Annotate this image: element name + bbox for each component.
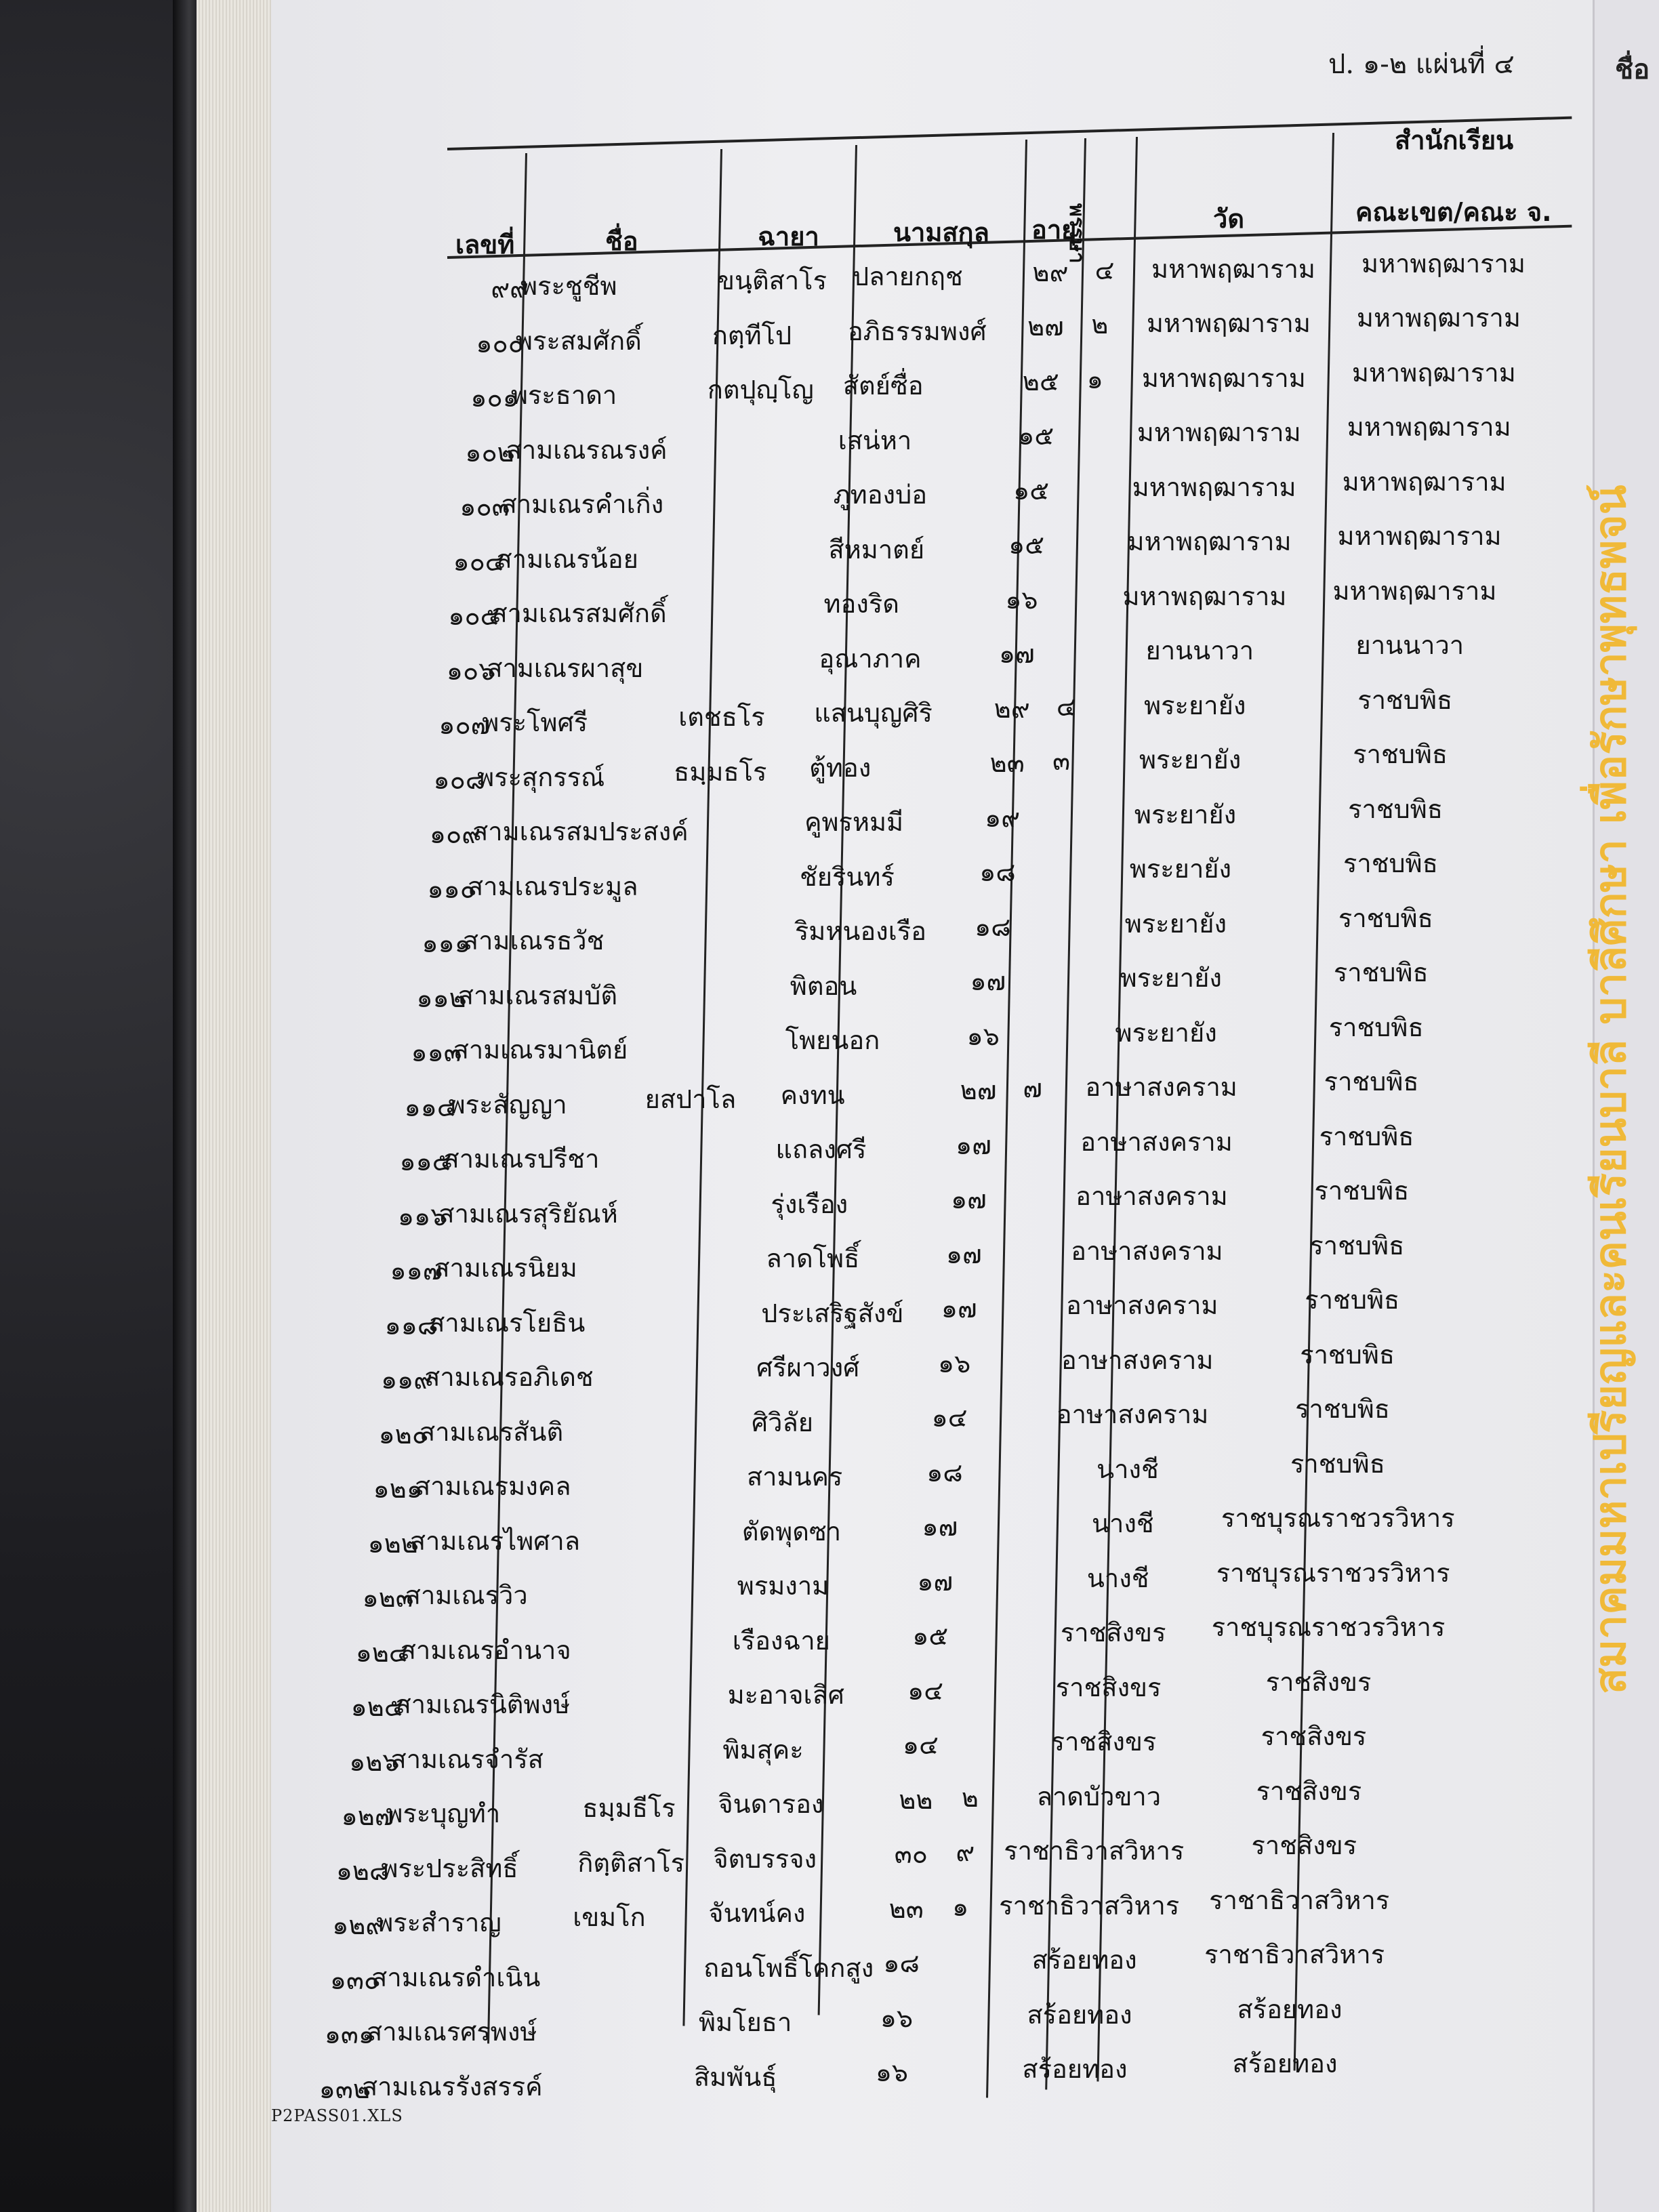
row-name: พระสมศักดิ์ [515, 325, 642, 356]
row-age: ๑๗ [917, 1566, 954, 1597]
row-school: ราชบุรณราชวรวิหาร [1221, 1503, 1455, 1534]
row-name: พระสำราญ [376, 1908, 501, 1938]
row-temple: มหาพฤฒาราม [1132, 472, 1296, 502]
row-age: ๒๗ [960, 1076, 997, 1106]
row-school: ราชบพิธ [1290, 1448, 1385, 1479]
row-number: ๙๙ [491, 274, 529, 304]
header-vassa: พรรษา [1065, 203, 1088, 264]
row-name: พระชูชีพ [520, 271, 617, 302]
row-age: ๑๘ [979, 857, 1016, 888]
row-name: สามเณรนิยม [434, 1253, 577, 1284]
row-vassa: ๑ [1086, 364, 1103, 394]
row-school: ราชบพิธ [1319, 1121, 1414, 1151]
row-surname: อภิธรรมพงศ์ [847, 316, 987, 346]
row-surname: สิมพันธุ์ [693, 2062, 777, 2092]
row-age: ๑๗ [945, 1239, 982, 1269]
row-number: ๑๑๑ [422, 928, 471, 958]
row-name: สามเณรดำเนิน [371, 1962, 541, 1992]
row-number: ๑๐๓ [459, 492, 510, 522]
row-age: ๒๙ [994, 693, 1030, 724]
row-age: ๑๕ [1013, 475, 1050, 506]
row-school: ราชบพิธ [1300, 1339, 1395, 1370]
row-age: ๑๘ [883, 1948, 920, 1979]
row-number: ๑๑๙ [381, 1365, 433, 1395]
row-age: ๑๔ [903, 1730, 939, 1761]
row-temple: อาษาสงคราม [1056, 1399, 1209, 1430]
row-surname: พิตอน [790, 970, 857, 1001]
row-surname: จิตบรรจง [713, 1843, 817, 1874]
row-monk-title: กตฺทีโป [712, 320, 792, 350]
header-number: เลขที่ [455, 230, 515, 260]
row-temple: อาษาสงคราม [1085, 1072, 1237, 1103]
row-number: ๑๒๒ [367, 1528, 418, 1559]
row-school: มหาพฤฒาราม [1337, 521, 1502, 552]
row-number: ๑๑๗ [390, 1256, 443, 1286]
row-number: ๑๒๘ [335, 1856, 390, 1886]
row-age: ๑๕ [912, 1621, 949, 1652]
row-name: พระสัญญา [448, 1089, 567, 1120]
row-number: ๑๐๔ [453, 546, 505, 577]
row-school: มหาพฤฒาราม [1361, 248, 1525, 279]
row-number: ๑๒๗ [341, 1801, 394, 1831]
row-school: มหาพฤฒาราม [1332, 575, 1497, 606]
row-age: ๑๖ [875, 2057, 909, 2088]
row-school: ราชบพิธ [1333, 958, 1429, 988]
row-age: ๑๗ [998, 639, 1035, 670]
row-surname: จินดารอง [718, 1789, 824, 1820]
row-surname: อุณาภาค [819, 643, 922, 674]
row-number: ๑๐๐ [476, 328, 524, 359]
row-school: ราชบพิธ [1343, 848, 1438, 879]
header-monk-title: ฉายา [758, 222, 819, 251]
row-name: พระบุญทำ [386, 1799, 501, 1829]
row-surname: พิมโยธา [699, 2007, 792, 2038]
row-surname: เสน่หา [838, 425, 912, 455]
row-age: ๓๐ [894, 1839, 928, 1870]
row-age: ๑๔ [907, 1675, 944, 1706]
row-school: ราชบพิธ [1324, 1067, 1419, 1097]
header-age: อายุ [1031, 215, 1077, 245]
row-age: ๒๓ [989, 748, 1025, 779]
row-age: ๑๙ [985, 802, 1021, 833]
row-age: ๒๒ [899, 1784, 933, 1815]
row-name: สามเณรมงคล [414, 1471, 571, 1502]
row-monk-title: ธมฺมธโร [674, 756, 767, 787]
row-temple: อาษาสงคราม [1071, 1235, 1223, 1266]
row-number: ๑๑๐ [427, 874, 476, 904]
row-temple: สร้อยทอง [1027, 1999, 1132, 2030]
row-surname: ทองริด [823, 589, 899, 619]
row-surname: รุ่งเรือง [771, 1189, 848, 1219]
row-name: สามเณรคำเกิ่ง [501, 489, 664, 520]
header-district: คณะเขต/คณะ จ. [1355, 197, 1552, 227]
row-vassa: ๑ [952, 1891, 969, 1922]
row-number: ๑๑๘ [384, 1310, 438, 1340]
row-number: ๑๐๒ [465, 437, 514, 468]
row-name: สามเณรโยธิน [429, 1307, 586, 1338]
row-number: ๑๒๔ [355, 1637, 409, 1668]
row-monk-title: ธมฺมธีโร [582, 1793, 676, 1824]
row-number: ๑๓๐ [329, 1965, 380, 1995]
row-surname: เรืองฉาย [732, 1625, 830, 1656]
row-school: มหาพฤฒาราม [1351, 357, 1516, 388]
row-temple: ลาดบัวขาว [1036, 1781, 1162, 1811]
row-surname: สีหมาตย์ [828, 534, 925, 565]
row-number: ๑๐๙ [429, 819, 481, 849]
row-number: ๑๒๕ [350, 1692, 404, 1722]
row-name: สามเณรจำรัส [390, 1744, 544, 1774]
row-vassa: ๔ [1094, 255, 1115, 285]
row-school: ราชสิงขร [1261, 1721, 1367, 1752]
row-number: ๑๐๗ [438, 710, 491, 740]
row-temple: อาษาสงคราม [1061, 1345, 1214, 1375]
row-surname: สามนคร [746, 1462, 843, 1492]
row-surname: ประเสริฐสังข์ [761, 1298, 904, 1328]
row-age: ๑๗ [941, 1294, 977, 1324]
row-temple: นางชี [1086, 1563, 1149, 1593]
row-school: ราชบพิธ [1295, 1394, 1390, 1425]
row-vassa: ๔ [1056, 691, 1076, 722]
row-school: สร้อยทอง [1232, 2049, 1338, 2079]
row-name: พระโพศรี [482, 708, 588, 738]
row-age: ๑๘ [926, 1457, 963, 1488]
row-temple: มหาพฤฒาราม [1122, 581, 1287, 611]
row-school: ราชาธิวาสวิหาร [1209, 1885, 1390, 1915]
file-name-label: P2PASS01.XLS [271, 2106, 403, 2125]
row-number: ๑๑๒ [416, 983, 466, 1013]
row-name: สามเณรสมบัติ [457, 980, 618, 1010]
row-age: ๑๗ [922, 1512, 958, 1542]
row-number: ๑๒๖ [349, 1746, 399, 1777]
row-name: พระธาดา [510, 380, 617, 411]
row-surname: แถลงศรี [775, 1134, 867, 1165]
row-school: ราชบพิธ [1309, 1230, 1405, 1261]
row-monk-title: เขมโก [573, 1902, 646, 1933]
row-temple: ราชาธิวาสวิหาร [1004, 1836, 1185, 1866]
row-monk-title: เตชธโร [678, 702, 765, 733]
row-school: ยานนาวา [1355, 630, 1465, 661]
row-school: ราชบพิธ [1305, 1285, 1400, 1315]
row-number: ๑๒๐ [378, 1419, 428, 1450]
row-name: สามเณรนิติพงษ์ [395, 1689, 571, 1720]
row-name: สามเณรสันติ [419, 1416, 564, 1447]
row-temple: สร้อยทอง [1022, 2054, 1128, 2085]
row-age: ๑๗ [951, 1185, 987, 1215]
binder-edge [173, 0, 200, 2212]
row-age: ๑๘ [975, 912, 1011, 942]
row-surname: ศิวิลัย [752, 1407, 814, 1437]
row-name: พระสุกรรณ์ [477, 762, 605, 792]
row-temple: พระยายัง [1120, 963, 1222, 994]
row-age: ๑๖ [880, 2003, 914, 2033]
row-age: ๒๗ [1027, 312, 1064, 342]
row-age: ๑๗ [956, 1130, 991, 1160]
header-temple: วัด [1213, 204, 1245, 234]
row-name: สามเณรณรงค์ [506, 434, 668, 465]
row-age: ๒๙ [1032, 257, 1069, 287]
row-age: ๒๓ [888, 1893, 924, 1924]
row-surname: โพยนอก [785, 1025, 880, 1056]
header-school-group: สำนักเรียน [1395, 125, 1514, 155]
row-temple: พระยายัง [1115, 1017, 1217, 1048]
row-name: สามเณรศรพงษ์ [367, 2017, 537, 2047]
row-temple: มหาพฤฒาราม [1141, 363, 1306, 393]
row-number: ๑๑๓ [411, 1038, 462, 1067]
row-school: มหาพฤฒาราม [1347, 412, 1511, 443]
row-school: ราชบพิธ [1357, 684, 1453, 715]
row-age: ๑๗ [970, 966, 1006, 997]
row-name: สามเณรน้อย [496, 544, 638, 574]
row-monk-title: กตปุญฺโญ [707, 375, 814, 405]
sheet-reference: ป. ๑-๒ แผ่นที่ ๔ [1328, 49, 1515, 80]
row-name: สามเณรรังสรรค์ [361, 2071, 543, 2102]
row-surname: ลาดโพธิ์ [766, 1244, 860, 1274]
row-temple: ราชสิงขร [1055, 1672, 1162, 1702]
row-surname: จันทน์คง [708, 1898, 806, 1929]
row-surname: คงทน [780, 1080, 845, 1110]
row-temple: นางชี [1092, 1509, 1154, 1539]
row-temple: มหาพฤฒาราม [1146, 308, 1311, 339]
row-school: ราชสิงขร [1251, 1830, 1357, 1861]
row-temple: พระยายัง [1124, 908, 1227, 939]
row-name: สามเณรไพศาล [409, 1525, 580, 1556]
row-temple: อาษาสงคราม [1065, 1290, 1218, 1321]
header-name: ชื่อ [605, 226, 638, 256]
row-temple: พระยายัง [1134, 799, 1237, 830]
row-age: ๑๖ [1005, 584, 1038, 615]
row-age: ๑๕ [1018, 421, 1054, 451]
row-monk-title: กิตฺติสาโร [577, 1847, 685, 1878]
row-name: สามเณรมานิตย์ [453, 1035, 628, 1065]
row-temple: พระยายัง [1129, 854, 1232, 884]
row-surname: แสนบุญศิริ [814, 698, 933, 729]
row-temple: อาษาสงคราม [1080, 1126, 1233, 1157]
row-monk-title: ยสปาโล [644, 1084, 737, 1114]
row-vassa: ๒ [961, 1782, 979, 1813]
row-surname: ชัยรินทร์ [799, 861, 895, 892]
row-temple: ราชสิงขร [1060, 1618, 1166, 1648]
row-school: มหาพฤฒาราม [1356, 303, 1521, 333]
row-age: ๑๕ [1008, 530, 1044, 560]
row-surname: สัตย์ซื่อ [842, 371, 924, 401]
row-name: สามเณรอภิเดช [424, 1362, 594, 1393]
next-page-heading: ชื่อ [1615, 54, 1650, 85]
row-temple: มหาพฤฒาราม [1127, 527, 1292, 557]
row-age: ๑๖ [966, 1021, 1000, 1051]
row-name: พระประสิทธิ์ [381, 1853, 518, 1883]
row-surname: ปลายกฤช [853, 262, 963, 292]
row-temple: นางชี [1097, 1454, 1159, 1484]
row-surname: ถอนโพธิ์โคกสูง [703, 1952, 874, 1983]
row-name: สามเณรสมศักดิ์ [491, 598, 667, 629]
row-name: สามเณรวิว [405, 1580, 528, 1611]
row-school: ราชบพิธ [1338, 903, 1433, 933]
row-surname: พรมงาม [737, 1571, 830, 1601]
row-number: ๑๐๘ [433, 764, 486, 795]
row-number: ๑๐๕ [448, 601, 500, 631]
row-temple: ราชสิงขร [1050, 1727, 1157, 1757]
row-name: สามเณรประมูล [467, 871, 638, 901]
row-temple: พระยายัง [1139, 745, 1242, 775]
row-temple: ยานนาวา [1145, 636, 1254, 666]
row-school: ราชสิงขร [1265, 1666, 1372, 1697]
row-name: สามเณรปรีชา [443, 1144, 600, 1174]
row-surname: พิมสุคะ [722, 1734, 804, 1765]
watermark-text: สมาคมมหาเปรียญและคนเรียนบาลี บาลีศึกษา เพื่อรักษาพุทธพจน์ [1586, 485, 1636, 1694]
row-school: ราชาธิวาสวิหาร [1204, 1940, 1385, 1970]
row-vassa: ๒ [1091, 310, 1109, 340]
row-school: มหาพฤฒาราม [1342, 466, 1507, 497]
row-name: สามเณรสุริยัณห์ [438, 1198, 618, 1229]
row-age: ๑๔ [931, 1403, 968, 1433]
row-number: ๑๒๑ [373, 1474, 423, 1504]
row-temple: พระยายัง [1144, 690, 1246, 720]
row-school: ราชบพิธ [1328, 1012, 1424, 1042]
row-name: สามเณรผาสุข [487, 653, 644, 683]
row-temple: สร้อยทอง [1031, 1945, 1137, 1975]
row-age: ๑๖ [938, 1348, 971, 1378]
row-surname: คูพรหมมี [804, 807, 904, 838]
row-surname: ตู้ทอง [809, 752, 872, 783]
row-surname: ภูทองบ่อ [833, 480, 928, 510]
row-number: ๑๑๕ [399, 1147, 452, 1176]
row-school: สร้อยทอง [1237, 1994, 1343, 2024]
row-school: ราชบพิธ [1314, 1176, 1410, 1206]
row-monk-title: ขนฺติสาโร [717, 266, 827, 296]
row-number: ๑๑๔ [404, 1092, 457, 1122]
row-school: ราชบุรณราชวรวิหาร [1216, 1557, 1450, 1588]
row-name: สามเณรธวัช [462, 926, 605, 956]
row-surname: มะอาจเลิศ [727, 1680, 844, 1711]
row-school: ราชบุรณราชวรวิหาร [1211, 1612, 1446, 1643]
row-school: ราชสิงขร [1256, 1776, 1362, 1806]
row-temple: อาษาสงคราม [1076, 1181, 1228, 1212]
row-number: ๑๐๖ [446, 655, 495, 686]
row-number: ๑๒๙ [332, 1910, 385, 1940]
row-vassa: ๗ [1023, 1073, 1042, 1104]
header-surname: นามสกุล [893, 218, 989, 247]
row-name: สามเณรอำนาจ [400, 1635, 571, 1665]
row-number: ๑๑๖ [398, 1201, 447, 1231]
row-surname: ตัดพุดซา [741, 1516, 842, 1547]
row-number: ๑๓๑ [324, 2020, 375, 2049]
row-name: สามเณรสมประสงค์ [472, 817, 689, 847]
row-temple: มหาพฤฒาราม [1151, 253, 1315, 284]
row-vassa: ๙ [956, 1837, 975, 1868]
row-school: ราชบพิธ [1348, 794, 1443, 824]
row-vassa: ๓ [1052, 746, 1071, 777]
row-temple: ราชาธิวาสวิหาร [999, 1890, 1180, 1921]
row-age: ๒๕ [1022, 366, 1059, 396]
row-temple: มหาพฤฒาราม [1136, 417, 1301, 448]
row-number: ๑๐๑ [470, 383, 519, 413]
row-surname: ศรีผาวงศ์ [756, 1353, 860, 1383]
row-number: ๑๒๓ [362, 1583, 413, 1613]
row-surname: ริมหนองเรือ [794, 916, 926, 947]
row-school: ราชบพิธ [1353, 739, 1448, 770]
row-number: ๑๓๒ [319, 2074, 370, 2104]
